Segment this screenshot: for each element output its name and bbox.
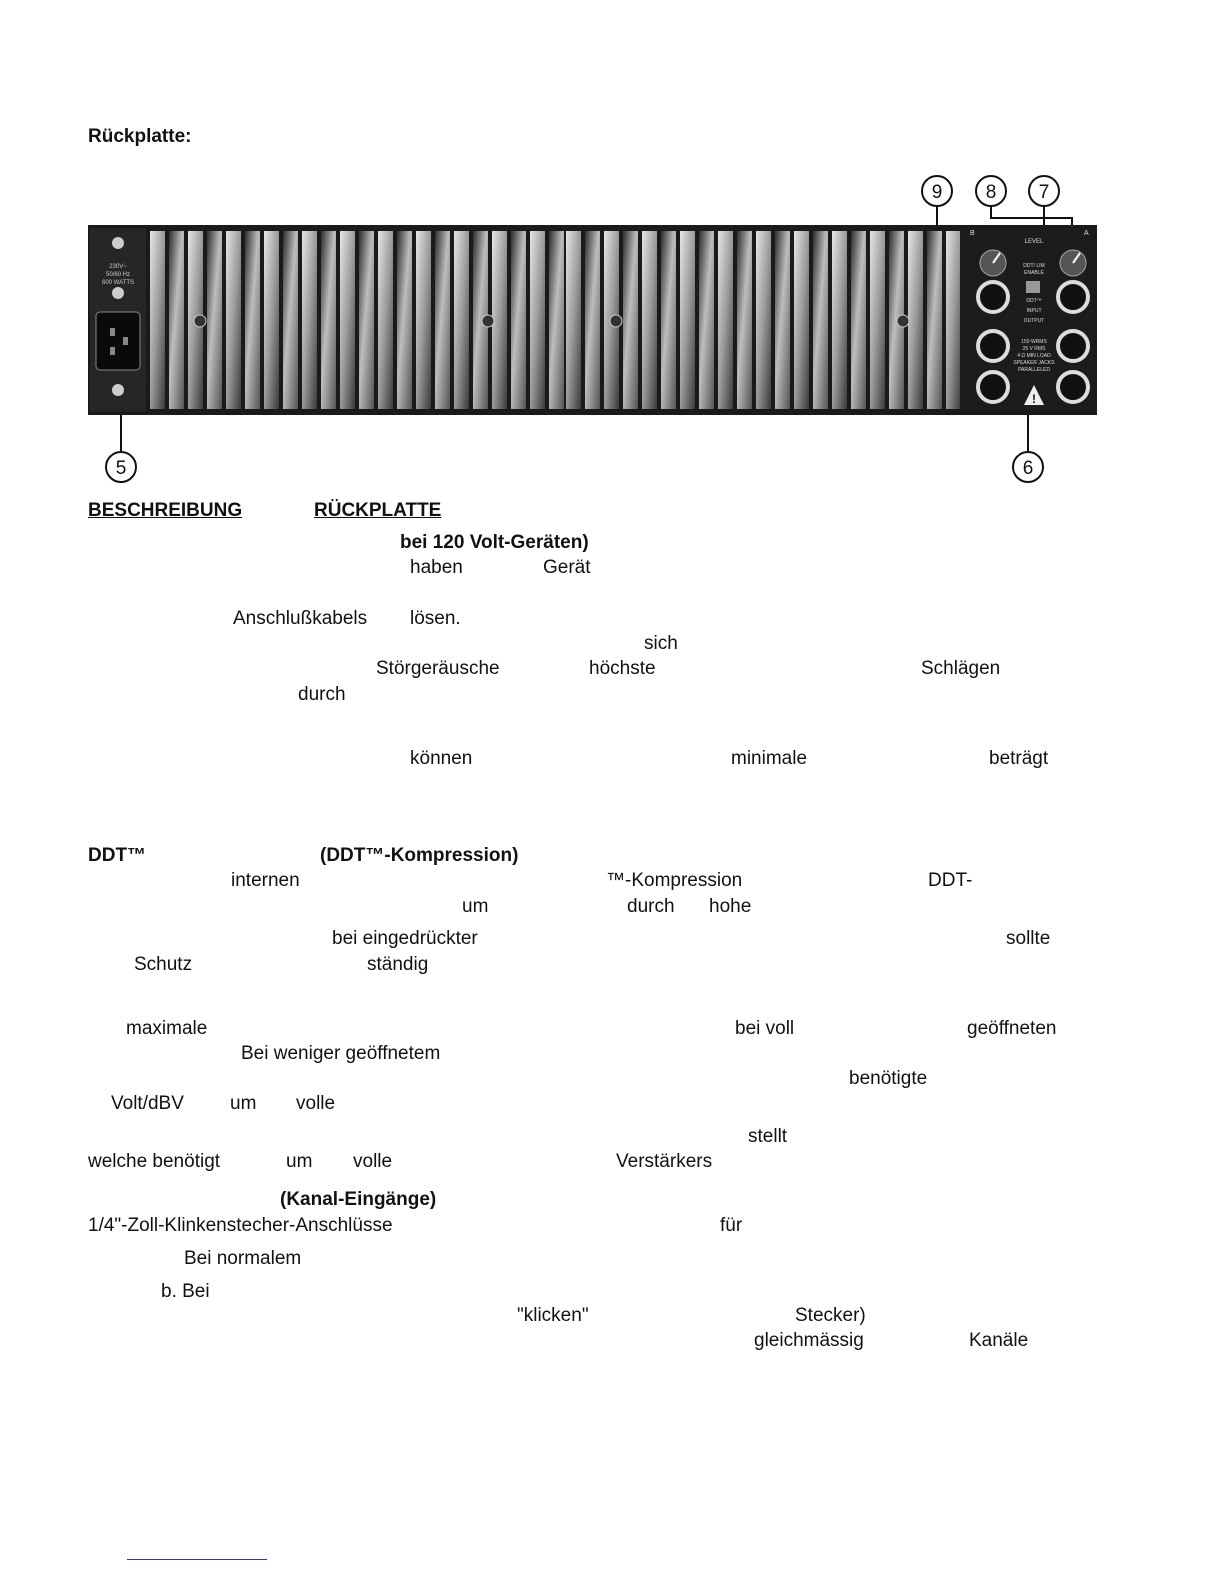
heatsink-fin (207, 231, 222, 409)
spk-label-1: 150 WRMS (1021, 339, 1047, 345)
speaker-jack-b1 (978, 331, 1008, 361)
text-fragment: durch (627, 896, 675, 917)
text-fragment: hohe (709, 896, 752, 917)
heatsink-fin (321, 231, 336, 409)
text-fragment: welche benötigt (88, 1151, 221, 1172)
spk-label-2: 25 V RMS (1022, 346, 1046, 352)
iec-power-socket (96, 312, 140, 370)
level-label: LEVEL (1024, 239, 1044, 245)
heatsink-fin (661, 231, 676, 409)
section-heading-part2: RÜCKPLATTE (314, 500, 442, 521)
heatsink-fin (680, 231, 695, 409)
text-fragment: Kanäle (969, 1330, 1029, 1351)
spk-label-5: PARALLELED (1018, 367, 1050, 373)
text-fragment: beträgt (989, 748, 1049, 769)
text-fragment: lösen. (410, 608, 461, 629)
heatsink-fin (756, 231, 771, 409)
text-fragment: Schlägen (921, 658, 1001, 679)
level-a-label: A (1084, 230, 1089, 237)
text-fragment: 1/4"-Zoll-Klinkenstecher-Anschlüsse (88, 1215, 393, 1236)
heatsink-fin (416, 231, 431, 409)
text-fragment: für (720, 1215, 743, 1236)
heatsink-fin (530, 231, 545, 409)
text-fragment: um (230, 1093, 257, 1114)
text-fragment: internen (231, 870, 300, 891)
heatsink-fin (718, 231, 733, 409)
text-fragment: geöffneten (967, 1018, 1057, 1039)
text-fragment: bei 120 Volt-Geräten) (400, 532, 589, 553)
power-label-3: 600 WATTS (101, 280, 135, 286)
heatsink-fin (585, 231, 600, 409)
power-label-1: 230V~ (109, 264, 127, 270)
section-heading-gap (258, 500, 314, 522)
heatsink-fin (169, 231, 184, 409)
heatsink-fin (908, 231, 923, 409)
kanal-heading: (Kanal-Eingänge) (280, 1189, 437, 1210)
heatsink-fin (699, 231, 714, 409)
text-fragment: um (286, 1151, 313, 1172)
text-fragment: Stecker) (795, 1305, 866, 1326)
text-fragment: sich (644, 633, 678, 654)
ddt-switch (1026, 281, 1040, 293)
text-fragment: Störgeräusche (376, 658, 500, 679)
text-fragment: Anschlußkabels (233, 608, 368, 629)
text-fragment: Verstärkers (616, 1151, 713, 1172)
heatsink-fin (264, 231, 279, 409)
spk-label-4: SPEAKER JACKS (1013, 360, 1055, 366)
speaker-jack-b2 (978, 372, 1008, 402)
heatsink-fin (927, 231, 942, 409)
footnote-separator (127, 1559, 267, 1560)
svg-text:!: ! (1032, 392, 1036, 406)
heatsink-fin (454, 231, 469, 409)
heatsink-fin (813, 231, 828, 409)
callout-7: 7 (1038, 182, 1050, 203)
input-jack-a (1058, 282, 1088, 312)
ddt-label-3: DDT™ (1026, 298, 1042, 304)
heatsink-fin (870, 231, 885, 409)
spk-label-3: 4 Ω MIN LOAD (1017, 353, 1051, 359)
heatsink-fin (378, 231, 393, 409)
heatsink-fin (283, 231, 298, 409)
heatsink-fin (549, 231, 564, 409)
text-fragment: DDT- (928, 870, 973, 891)
text-fragment: haben (410, 557, 463, 578)
heatsink-fin (511, 231, 526, 409)
text-fragment: "klicken" (517, 1305, 589, 1326)
speaker-jack-a1 (1058, 331, 1088, 361)
level-b-label: B (970, 230, 975, 237)
text-fragment: volle (353, 1151, 393, 1172)
text-fragment: b. Bei (161, 1281, 210, 1302)
text-fragment: ständig (367, 954, 429, 975)
text-fragment: Schutz (134, 954, 193, 975)
text-fragment: Bei weniger geöffnetem (241, 1043, 441, 1064)
text-fragment: um (462, 896, 489, 917)
text-fragment: höchste (589, 658, 656, 679)
heatsink-fin (302, 231, 317, 409)
heatsink-fin (397, 231, 412, 409)
speaker-jack-a2 (1058, 372, 1088, 402)
text-fragment: minimale (731, 748, 808, 769)
text-fragment: volle (296, 1093, 336, 1114)
output-label: OUTPUT (1023, 318, 1045, 324)
heatsink-fin (623, 231, 638, 409)
callout-9: 9 (931, 182, 943, 203)
text-fragment: bei eingedrückter (332, 928, 478, 949)
text-fragment: durch (298, 684, 346, 705)
text-fragment: können (410, 748, 473, 769)
heatsink-fin (851, 231, 866, 409)
heatsink-fin (794, 231, 809, 409)
ddt-label-1: DDT/ LIM (1023, 263, 1045, 269)
heatsink-fin (150, 231, 165, 409)
power-label-2: 50/60 Hz (105, 272, 131, 278)
text-fragment: Bei normalem (184, 1248, 302, 1269)
text-fragment: benötigte (849, 1068, 928, 1089)
text-fragment: sollte (1006, 928, 1051, 949)
heatsink-fin (775, 231, 790, 409)
input-label: INPUT (1026, 308, 1042, 314)
heatsink-fin (435, 231, 450, 409)
text-fragment: gleichmässig (754, 1330, 864, 1351)
heatsink-fin (359, 231, 374, 409)
text-fragment: maximale (126, 1018, 208, 1039)
page-heading: Rückplatte: (88, 126, 192, 147)
callout-6: 6 (1022, 458, 1034, 479)
heatsink-fin (642, 231, 657, 409)
ddt-heading-part2: (DDT™-Kompression) (320, 845, 519, 866)
heatsink-fin (340, 231, 355, 409)
section-heading-part1: BESCHREIBUNG (88, 500, 243, 521)
heatsink-fin (737, 231, 752, 409)
text-fragment: Volt/dBV (111, 1093, 184, 1114)
heatsink-fin (245, 231, 260, 409)
heatsink-fin (946, 231, 961, 409)
rear-panel-image (88, 225, 1097, 415)
text-fragment: ™-Kompression (606, 870, 743, 891)
heatsink-fin (226, 231, 241, 409)
input-jack-b (978, 282, 1008, 312)
callout-5: 5 (115, 458, 127, 479)
text-fragment: bei voll (735, 1018, 795, 1039)
callout-8: 8 (985, 182, 997, 203)
heatsink-fin (832, 231, 847, 409)
text-fragment: stellt (748, 1126, 788, 1147)
heatsink-fin (566, 231, 581, 409)
text-fragment: Gerät (543, 557, 591, 578)
ddt-heading-part1: DDT™ (88, 845, 147, 866)
ddt-label-2: ENABLE (1024, 270, 1044, 276)
